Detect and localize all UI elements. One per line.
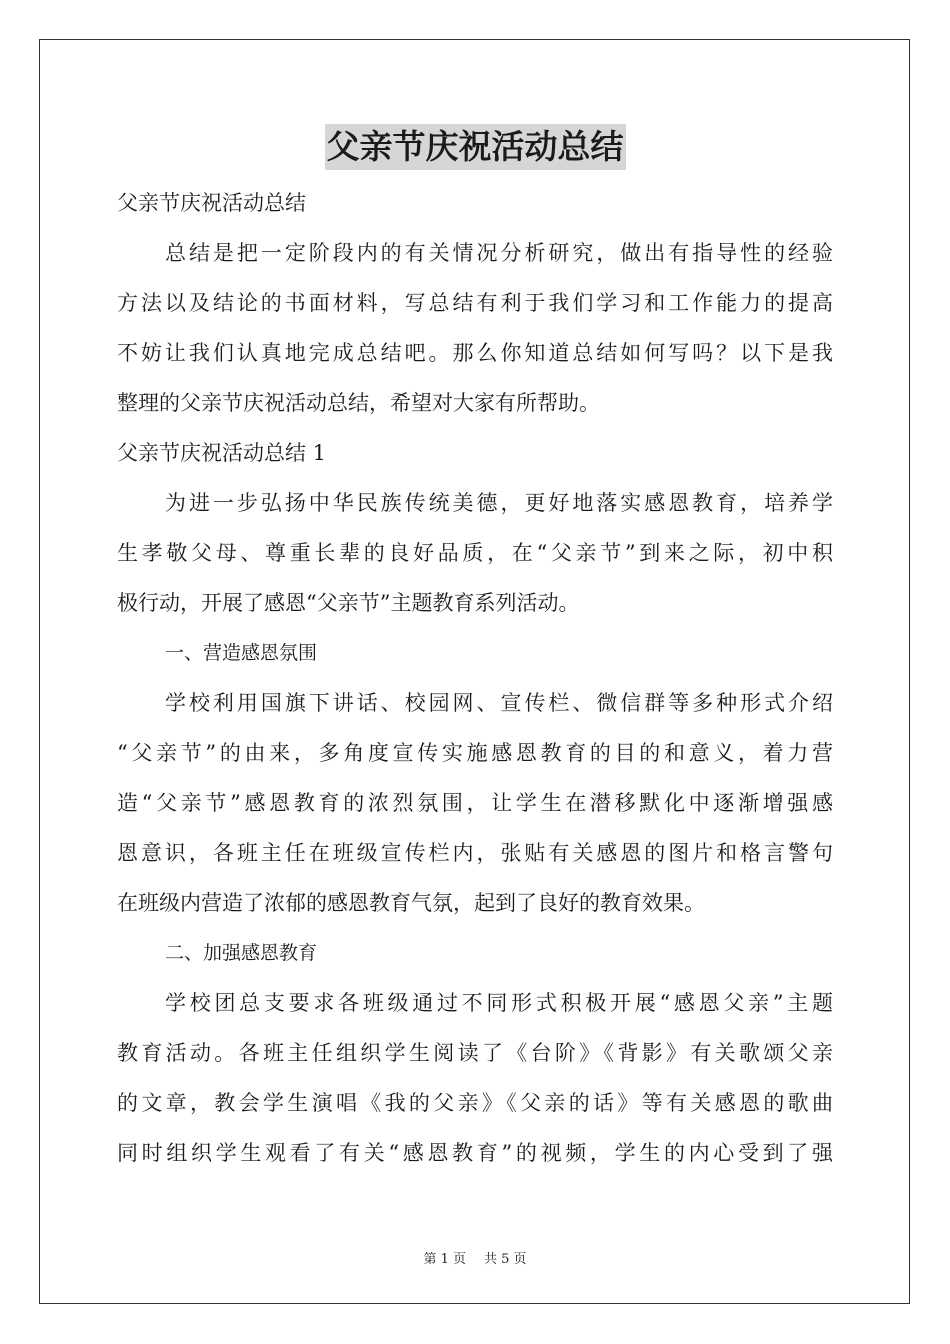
paragraph-line: 为进一步弘扬中华民族传统美德，更好地落实感恩教育，培养学 <box>165 491 833 515</box>
heading-create-atmosphere: 一、营造感恩氛围 <box>165 642 318 664</box>
paragraph-line: 极行动，开展了感恩“父亲节”主题教育系列活动。 <box>117 591 580 615</box>
document-title: 父亲节庆祝活动总结 <box>325 124 626 170</box>
paragraph-line: 同时组织学生观看了有关“感恩教育”的视频，学生的内心受到了强 <box>117 1141 833 1165</box>
document-body <box>117 178 833 1178</box>
intro-line: 整理的父亲节庆祝活动总结，希望对大家有所帮助。 <box>117 391 600 415</box>
paragraph-line: 造“父亲节”感恩教育的浓烈氛围，让学生在潜移默化中逐渐增强感 <box>117 791 833 815</box>
heading-strengthen-education: 二、加强感恩教育 <box>165 942 318 964</box>
subtitle: 父亲节庆祝活动总结 <box>117 191 306 215</box>
page-total: 共 5 页 <box>484 1252 527 1267</box>
paragraph-line: 学校团总支要求各班级通过不同形式积极开展“感恩父亲”主题 <box>165 991 833 1015</box>
paragraph-line: 教育活动。各班主任组织学生阅读了《台阶》《背影》有关歌颂父亲 <box>117 1041 833 1065</box>
paragraph-line: 恩意识，各班主任在班级宣传栏内，张贴有关感恩的图片和格言警句 <box>117 841 833 865</box>
paragraph-line: “父亲节”的由来，多角度宣传实施感恩教育的目的和意义，着力营 <box>117 741 833 765</box>
intro-line: 方法以及结论的书面材料，写总结有利于我们学习和工作能力的提高 <box>117 291 833 315</box>
page-footer <box>0 1248 950 1267</box>
title-wrap <box>0 124 950 170</box>
section-title: 父亲节庆祝活动总结 1 <box>117 441 327 465</box>
paragraph-line: 学校利用国旗下讲话、校园网、宣传栏、微信群等多种形式介绍 <box>165 691 833 715</box>
paragraph-line: 在班级内营造了浓郁的感恩教育气氛，起到了良好的教育效果。 <box>117 891 705 915</box>
paragraph-line: 生孝敬父母、尊重长辈的良好品质，在“父亲节”到来之际，初中积 <box>117 541 833 565</box>
intro-line: 总结是把一定阶段内的有关情况分析研究，做出有指导性的经验 <box>165 241 833 265</box>
intro-line: 不妨让我们认真地完成总结吧。那么你知道总结如何写吗？以下是我 <box>117 341 833 365</box>
page-number: 第 1 页 <box>423 1252 466 1267</box>
paragraph-line: 的文章，教会学生演唱《我的父亲》《父亲的话》等有关感恩的歌曲 <box>117 1091 833 1115</box>
